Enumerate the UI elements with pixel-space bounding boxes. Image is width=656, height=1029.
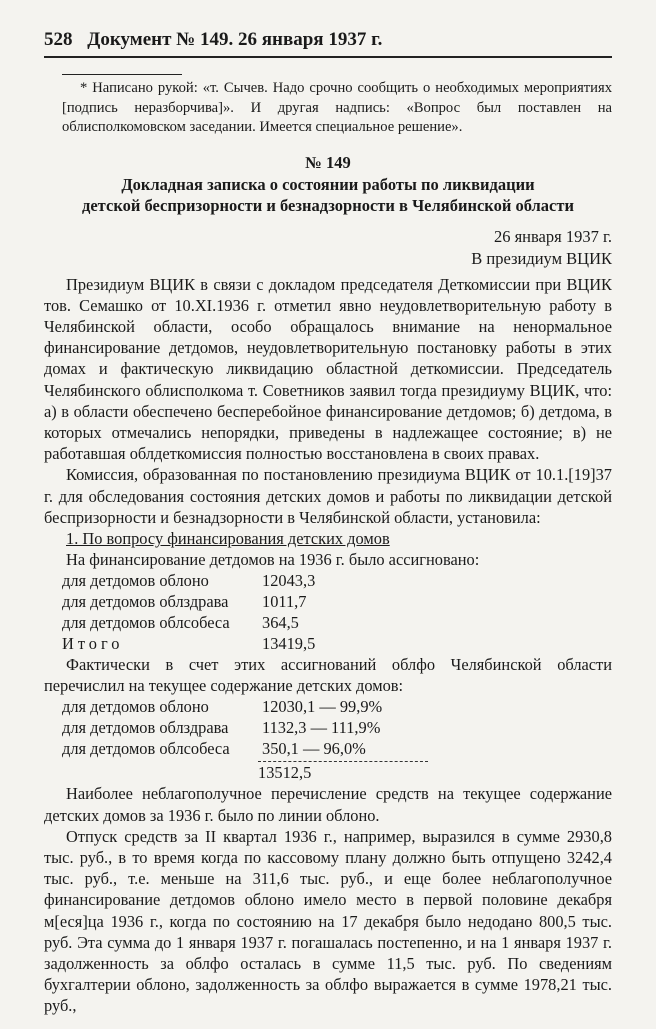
row-label: для детдомов облоно: [62, 697, 209, 717]
footnote: * Написано рукой: «т. Сычев. Надо срочно сообщить о необходимых мероприятиях [подпись неразборчива]». И другая надпись: «Вопрос был поставлен на облисполкомовском заседании. Имеется специальное решение».: [62, 80, 612, 135]
actual-intro: Фактически в счет этих ассигнований облфо Челябинской области перечислил на текущее содержание детских домов:: [44, 654, 612, 696]
addressee: В президиум ВЦИК: [471, 248, 612, 268]
paragraph: Отпуск средств за II квартал 1936 г., например, выразился в сумме 2930,8 тыс. руб., в то время когда по кассовому плану должно быть отпущено 3242,4 тыс. руб., т.е. меньше на 311,6 тыс. руб., и еще более неблагополучное финансирование детдомов облоно имело место в первой половине декабря м[еся]ца 1936 г., когда по состоянию на 17 декабря было недодано 800,5 тыс. руб. Эта сумма до 1 января 1937 г. погашалась постепенно, и на 1 января 1937 г. задолженность за облфо осталась в сумме 11,5 тыс. руб. По сведениям бухгалтерии облоно, задолженность за облфо выражается в сумме 1978,21 тыс. руб.,: [44, 826, 612, 1016]
row-value: 364,5: [262, 612, 299, 632]
row-value: 350,1 — 96,0%: [262, 739, 366, 759]
paragraph: Наиболее неблагополучное перечисление средств на текущее содержание детских домов за 1936 г. было по линии облоно.: [44, 784, 612, 825]
table-row: [62, 738, 382, 759]
table-row: [62, 591, 315, 612]
section-heading: 1. По вопросу финансирования детских домов: [66, 528, 390, 548]
table-row: [62, 612, 315, 633]
table-row: [62, 633, 315, 654]
assigned-funds-table: [62, 570, 315, 654]
table-row: [62, 696, 382, 717]
row-value: 1011,7: [262, 591, 307, 611]
total-label: Итого: [62, 633, 124, 653]
document-title-line: детской беспризорности и безнадзорности в Челябинской области: [82, 195, 574, 215]
row-label: для детдомов облоно: [62, 570, 209, 590]
row-value: 12043,3: [262, 570, 316, 590]
row-label: для детдомов облсобеса: [62, 739, 230, 759]
paragraph: Президиум ВЦИК в связи с докладом председателя Деткомиссии при ВЦИК тов. Семашко от 10.XI.1936 г. отметил явно неудовлетворительную работу в Челябинской области, особо обращалось внимание на ненормальное финансирование детдомов, неудовлетворительную постановку работы в этих домах и фактическую ликвидацию областной деткомиссии. Председатель Челябинского облисполкома т. Советников заявил тогда президиуму ВЦИК, что: а) в области обеспечено бесперебойное финансирование детдомов; б) детдома, в которых отмечались непорядки, приведены в надлежащее состояние; в) не работавшая облдеткомиссия полностью восстановлена в своих правах.: [44, 274, 612, 464]
total-value: 13419,5: [262, 633, 316, 653]
table-row: [62, 717, 382, 738]
row-label: для детдомов облздрава: [62, 591, 229, 611]
row-value: 1132,3 — 111,9%: [262, 718, 381, 738]
row-label: для детдомов облздрава: [62, 718, 229, 738]
actual-total: 13512,5: [258, 763, 312, 783]
document-title-line: Докладная записка о состоянии работы по ликвидации: [121, 174, 535, 194]
row-label: для детдомов облсобеса: [62, 612, 230, 632]
footnote-divider: [62, 74, 182, 75]
paragraph: Комиссия, образованная по постановлению президиума ВЦИК от 10.1.[19]37 г. для обследования состояния детских домов и работы по ликвидации детской беспризорности и безнадзорности в Челябинской области, установила:: [44, 465, 612, 527]
actual-funds-table: [62, 696, 382, 759]
page-number: 528: [44, 29, 73, 50]
row-value: 12030,1 — 99,9%: [262, 697, 383, 717]
document-title: [44, 174, 612, 216]
document-reference: Документ № 149. 26 января 1937 г.: [87, 29, 383, 50]
assigned-intro: На финансирование детдомов на 1936 г. было ассигновано:: [66, 549, 480, 569]
document-number: № 149: [305, 152, 351, 172]
table-row: [62, 570, 315, 591]
document-date: 26 января 1937 г.: [493, 226, 612, 246]
running-header: [44, 28, 612, 58]
